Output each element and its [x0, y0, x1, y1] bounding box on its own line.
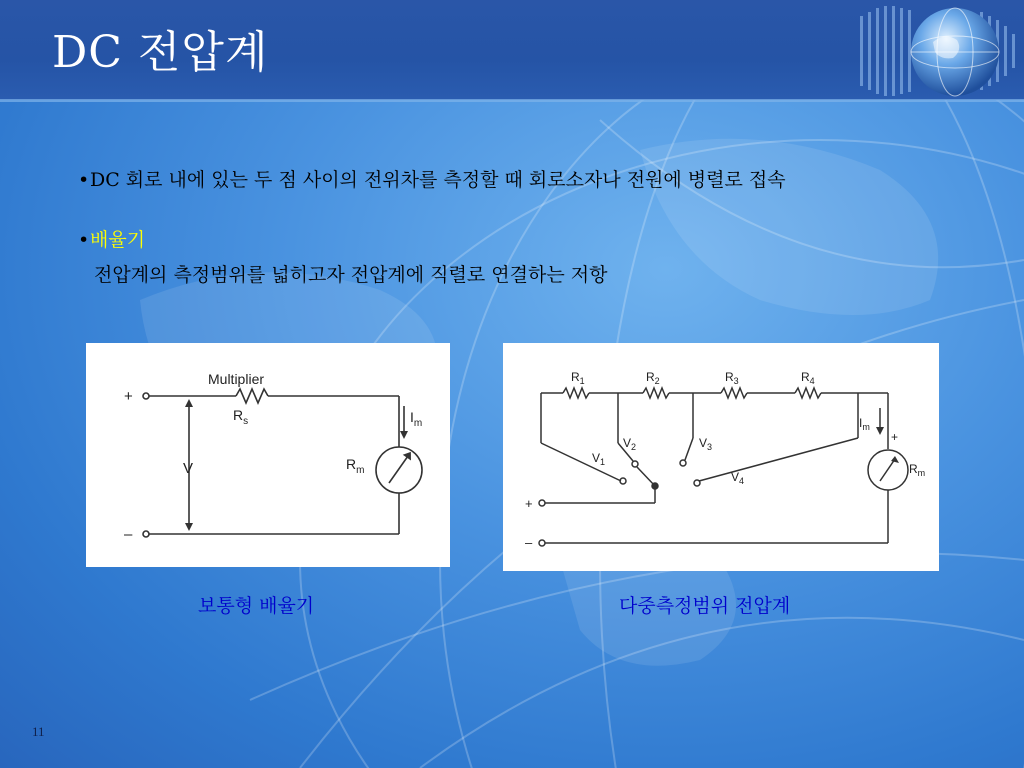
caption-multirange-voltmeter: 다중측정범위 전압계	[619, 595, 791, 617]
terminal-negative	[539, 540, 545, 546]
label-minus: –	[124, 526, 133, 543]
label-rm: $R_m$	[346, 456, 365, 476]
label-r1: $R_1$	[571, 370, 585, 386]
bullet-multiplier	[78, 225, 145, 252]
title-bar-divider	[0, 99, 1024, 102]
label-plus: +	[525, 496, 533, 511]
label-multiplier: Multiplier	[208, 371, 265, 387]
bullet-heading: 배율기	[90, 229, 146, 251]
globe-icon	[905, 2, 1005, 102]
label-im: $I_m$	[859, 416, 870, 432]
caption-basic-multiplier: 보통형 배율기	[198, 595, 315, 617]
resistor-r4	[795, 388, 821, 398]
bullet-dot: •	[78, 229, 90, 251]
slide-title: DC 전압계	[52, 27, 269, 78]
label-v4: $V_4$	[731, 470, 745, 486]
label-v2: $V_2$	[623, 436, 637, 452]
label-r3: $R_3$	[725, 370, 739, 386]
label-rs: $R_s$	[233, 407, 249, 427]
terminal-negative	[143, 531, 149, 537]
label-v1: $V_1$	[592, 451, 606, 467]
bullet-dot: •	[78, 169, 90, 191]
terminal-positive	[143, 393, 149, 399]
label-v: V	[183, 460, 194, 477]
terminal-positive	[539, 500, 545, 506]
bullet-parallel-connection	[78, 165, 786, 192]
circuit-multirange-voltmeter	[503, 343, 939, 571]
label-minus: –	[525, 535, 533, 550]
resistor-rs	[236, 389, 268, 403]
figure-multirange-voltmeter	[503, 343, 939, 571]
figure-basic-multiplier	[86, 343, 450, 567]
label-meter-plus: +	[891, 430, 899, 444]
label-im: $I_m$	[410, 409, 423, 429]
label-r4: $R_4$	[801, 370, 815, 386]
resistor-r1	[563, 388, 589, 398]
label-rm: $R_m$	[909, 462, 926, 478]
label-r2: $R_2$	[646, 370, 660, 386]
circuit-basic-multiplier	[86, 343, 450, 567]
resistor-r2	[643, 388, 669, 398]
bullet-text: DC 회로 내에 있는 두 점 사이의 전위차를 측정할 때 회로소자나 전원에 병렬로 접속	[90, 169, 786, 191]
label-plus: +	[124, 388, 133, 405]
bullet-multiplier-description: 전압계의 측정범위를 넓히고자 전압계에 직렬로 연결하는 저항	[94, 264, 608, 286]
label-v3: $V_3$	[699, 436, 713, 452]
resistor-r3	[721, 388, 747, 398]
page-number: 11	[32, 724, 45, 739]
